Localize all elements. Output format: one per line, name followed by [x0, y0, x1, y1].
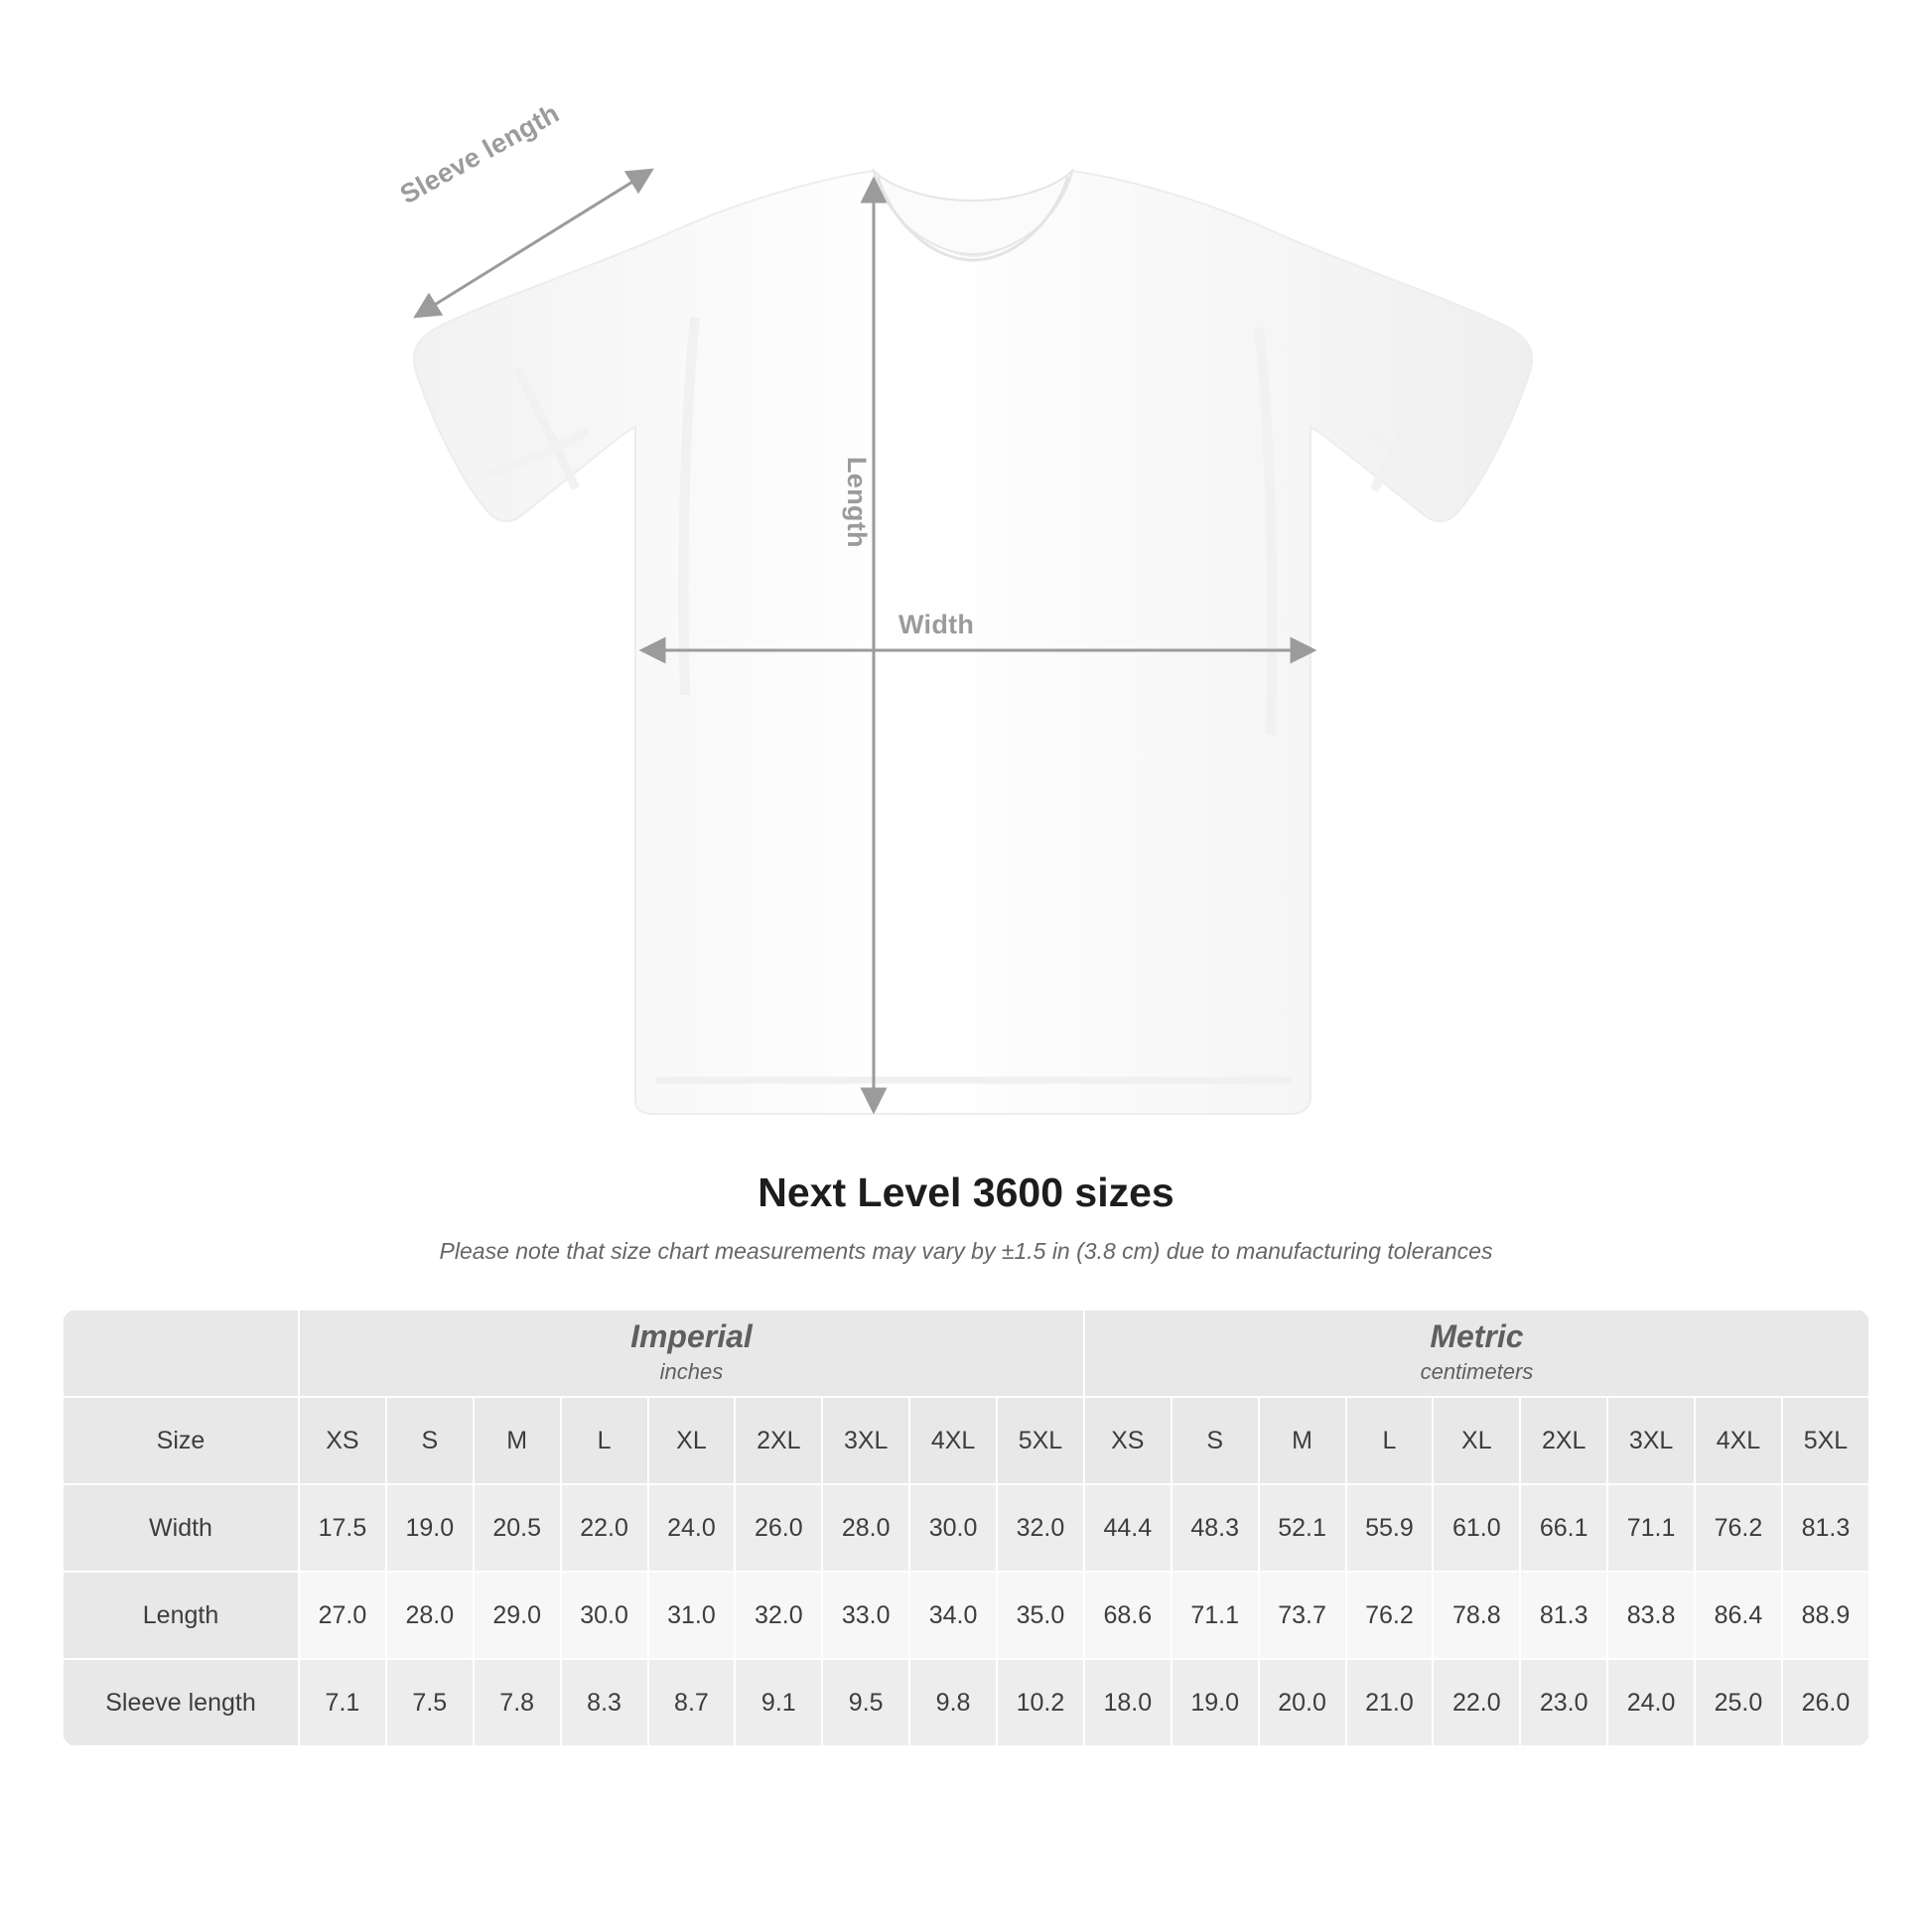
cell-sleeve-8: 10.2	[997, 1659, 1084, 1746]
cell-length-9: 68.6	[1084, 1572, 1172, 1659]
cell-length-1: 28.0	[386, 1572, 474, 1659]
cell-width-15: 71.1	[1607, 1484, 1695, 1572]
size-header-row	[63, 1397, 1869, 1484]
size-header-4xl-metric: 4XL	[1695, 1397, 1782, 1484]
length-annotation: Length	[842, 457, 872, 548]
cell-width-8: 32.0	[997, 1484, 1084, 1572]
cell-length-11: 73.7	[1259, 1572, 1346, 1659]
size-header-xs-metric: XS	[1084, 1397, 1172, 1484]
cell-length-17: 88.9	[1782, 1572, 1869, 1659]
cell-width-7: 30.0	[909, 1484, 997, 1572]
cell-length-2: 29.0	[474, 1572, 561, 1659]
size-header-m-imperial: M	[474, 1397, 561, 1484]
cell-sleeve-3: 8.3	[561, 1659, 648, 1746]
cell-length-5: 32.0	[735, 1572, 822, 1659]
unit-group-imperial-sub: inches	[659, 1358, 724, 1384]
unit-group-metric-name: Metric	[1430, 1318, 1524, 1355]
cell-width-11: 52.1	[1259, 1484, 1346, 1572]
cell-sleeve-11: 20.0	[1259, 1659, 1346, 1746]
cell-width-3: 22.0	[561, 1484, 648, 1572]
cell-length-7: 34.0	[909, 1572, 997, 1659]
cell-length-8: 35.0	[997, 1572, 1084, 1659]
size-chart-table-wrapper	[62, 1309, 1870, 1747]
cell-sleeve-2: 7.8	[474, 1659, 561, 1746]
cell-sleeve-1: 7.5	[386, 1659, 474, 1746]
cell-width-13: 61.0	[1433, 1484, 1520, 1572]
cell-length-3: 30.0	[561, 1572, 648, 1659]
size-header-l-metric: L	[1346, 1397, 1434, 1484]
cell-width-12: 55.9	[1346, 1484, 1434, 1572]
cell-width-16: 76.2	[1695, 1484, 1782, 1572]
cell-width-5: 26.0	[735, 1484, 822, 1572]
tshirt-shape	[414, 171, 1532, 1114]
cell-sleeve-5: 9.1	[735, 1659, 822, 1746]
row-label-width: Width	[63, 1484, 299, 1572]
cell-sleeve-4: 8.7	[648, 1659, 736, 1746]
size-header-5xl-metric: 5XL	[1782, 1397, 1869, 1484]
size-header-4xl-imperial: 4XL	[909, 1397, 997, 1484]
cell-length-6: 33.0	[822, 1572, 909, 1659]
cell-sleeve-7: 9.8	[909, 1659, 997, 1746]
cell-length-0: 27.0	[299, 1572, 386, 1659]
size-header-3xl-metric: 3XL	[1607, 1397, 1695, 1484]
cell-width-1: 19.0	[386, 1484, 474, 1572]
table-row	[63, 1484, 1869, 1572]
size-header-xl-metric: XL	[1433, 1397, 1520, 1484]
cell-width-14: 66.1	[1520, 1484, 1607, 1572]
size-header-label: Size	[63, 1397, 299, 1484]
width-annotation: Width	[898, 610, 975, 639]
size-header-3xl-imperial: 3XL	[822, 1397, 909, 1484]
table-row	[63, 1659, 1869, 1746]
cell-sleeve-12: 21.0	[1346, 1659, 1434, 1746]
size-header-l-imperial: L	[561, 1397, 648, 1484]
size-header-xl-imperial: XL	[648, 1397, 736, 1484]
size-header-m-metric: M	[1259, 1397, 1346, 1484]
cell-sleeve-10: 19.0	[1172, 1659, 1259, 1746]
size-header-5xl-imperial: 5XL	[997, 1397, 1084, 1484]
cell-length-13: 78.8	[1433, 1572, 1520, 1659]
unit-group-metric	[1084, 1310, 1869, 1397]
table-corner-cell	[63, 1310, 299, 1397]
cell-length-14: 81.3	[1520, 1572, 1607, 1659]
size-chart-table	[62, 1309, 1870, 1747]
cell-sleeve-16: 25.0	[1695, 1659, 1782, 1746]
page-title: Next Level 3600 sizes	[758, 1170, 1174, 1215]
cell-length-12: 76.2	[1346, 1572, 1434, 1659]
cell-sleeve-6: 9.5	[822, 1659, 909, 1746]
cell-sleeve-14: 23.0	[1520, 1659, 1607, 1746]
cell-length-15: 83.8	[1607, 1572, 1695, 1659]
cell-sleeve-9: 18.0	[1084, 1659, 1172, 1746]
cell-width-2: 20.5	[474, 1484, 561, 1572]
size-header-2xl-imperial: 2XL	[735, 1397, 822, 1484]
cell-sleeve-17: 26.0	[1782, 1659, 1869, 1746]
cell-sleeve-13: 22.0	[1433, 1659, 1520, 1746]
unit-group-metric-sub: centimeters	[1420, 1358, 1534, 1384]
page-subtitle: Please note that size chart measurements may vary by ±1.5 in (3.8 cm) due to manufacturing tolerances	[439, 1238, 1493, 1264]
size-header-s-metric: S	[1172, 1397, 1259, 1484]
cell-width-10: 48.3	[1172, 1484, 1259, 1572]
cell-width-6: 28.0	[822, 1484, 909, 1572]
unit-group-imperial-name: Imperial	[630, 1318, 753, 1355]
cell-width-0: 17.5	[299, 1484, 386, 1572]
cell-sleeve-0: 7.1	[299, 1659, 386, 1746]
cell-length-4: 31.0	[648, 1572, 736, 1659]
cell-width-9: 44.4	[1084, 1484, 1172, 1572]
unit-group-imperial	[299, 1310, 1084, 1397]
cell-sleeve-15: 24.0	[1607, 1659, 1695, 1746]
table-row	[63, 1572, 1869, 1659]
size-header-xs-imperial: XS	[299, 1397, 386, 1484]
row-label-length: Length	[63, 1572, 299, 1659]
cell-width-17: 81.3	[1782, 1484, 1869, 1572]
cell-width-4: 24.0	[648, 1484, 736, 1572]
row-label-sleeve-length: Sleeve length	[63, 1659, 299, 1746]
size-header-s-imperial: S	[386, 1397, 474, 1484]
size-header-2xl-metric: 2XL	[1520, 1397, 1607, 1484]
cell-length-16: 86.4	[1695, 1572, 1782, 1659]
unit-header-row	[63, 1310, 1869, 1397]
sleeve-length-annotation: Sleeve length	[395, 97, 565, 210]
cell-length-10: 71.1	[1172, 1572, 1259, 1659]
